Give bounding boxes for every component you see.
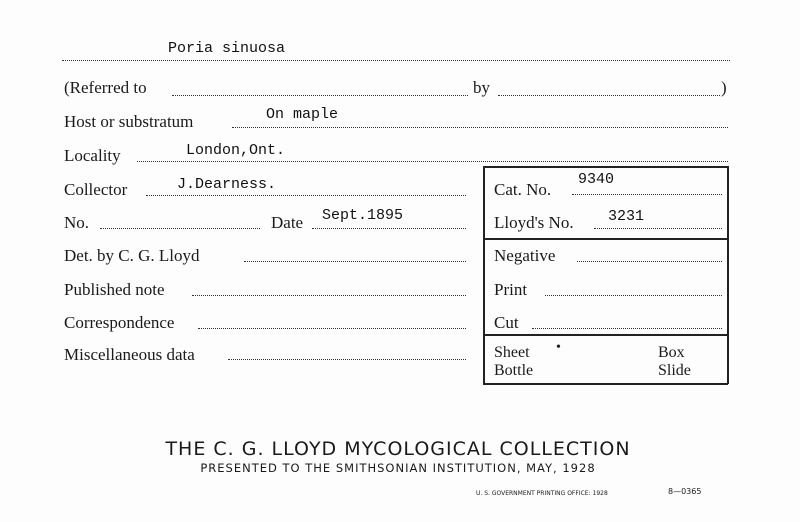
no-line xyxy=(100,228,260,229)
printing-office-note: U. S. GOVERNMENT PRINTING OFFICE: 1928 xyxy=(476,490,608,497)
date-label: Date xyxy=(271,213,304,232)
negative-line xyxy=(577,261,722,262)
sheet-label: Sheet xyxy=(494,344,530,361)
form-number: 8—0365 xyxy=(668,487,702,496)
negative-label: Negative xyxy=(494,246,556,265)
misc-line xyxy=(228,359,466,360)
lloyd-no-value: 3231 xyxy=(608,208,645,225)
host-label: Host or substratum xyxy=(64,112,194,131)
collector-label: Collector xyxy=(64,180,128,199)
by-label: by xyxy=(473,78,490,97)
catalog-box-right xyxy=(727,166,729,384)
specimen-name: Poria sinuosa xyxy=(168,40,286,57)
cut-line xyxy=(532,328,722,329)
date-line xyxy=(312,228,466,229)
sheet-mark: • xyxy=(556,340,561,355)
host-line xyxy=(232,127,728,128)
catalog-box-bottom xyxy=(483,383,728,385)
locality-value: London,Ont. xyxy=(186,142,286,159)
catalog-box-divider-2 xyxy=(483,334,728,336)
slide-label: Slide xyxy=(658,362,691,379)
lloyd-no-line xyxy=(594,228,722,229)
print-line xyxy=(545,295,722,296)
catalog-box-top xyxy=(483,166,728,168)
correspondence-label: Correspondence xyxy=(64,313,175,332)
bottle-label: Bottle xyxy=(494,362,534,379)
specimen-name-line xyxy=(62,60,730,61)
cat-no-value: 9340 xyxy=(578,171,615,188)
print-label: Print xyxy=(494,280,528,299)
host-value: On maple xyxy=(266,106,339,123)
date-value: Sept.1895 xyxy=(322,207,404,224)
cut-label: Cut xyxy=(494,313,519,332)
cat-no-label: Cat. No. xyxy=(494,180,552,199)
collector-line xyxy=(146,195,466,196)
close-paren: ) xyxy=(721,78,727,97)
locality-label: Locality xyxy=(64,146,121,165)
footer-subtitle: PRESENTED TO THE SMITHSONIAN INSTITUTION, MAY, 1928 xyxy=(200,461,596,475)
no-label: No. xyxy=(64,213,90,232)
collector-value: J.Dearness. xyxy=(177,176,277,193)
published-note-line xyxy=(192,295,466,296)
catalog-box-left xyxy=(483,166,485,384)
det-by-line xyxy=(244,261,466,262)
referred-to-label: (Referred to xyxy=(64,78,147,97)
referred-to-line xyxy=(172,95,468,96)
misc-label: Miscellaneous data xyxy=(64,345,195,364)
published-note-label: Published note xyxy=(64,280,165,299)
box-label: Box xyxy=(658,344,685,361)
footer-title: THE C. G. LLOYD MYCOLOGICAL COLLECTION xyxy=(165,438,631,460)
correspondence-line xyxy=(198,328,466,329)
lloyd-no-label: Lloyd's No. xyxy=(494,213,574,232)
cat-no-line xyxy=(572,194,722,195)
locality-line xyxy=(137,161,728,162)
by-line xyxy=(498,95,720,96)
det-by-label: Det. by C. G. Lloyd xyxy=(64,246,200,265)
catalog-box-divider-1 xyxy=(483,238,728,240)
